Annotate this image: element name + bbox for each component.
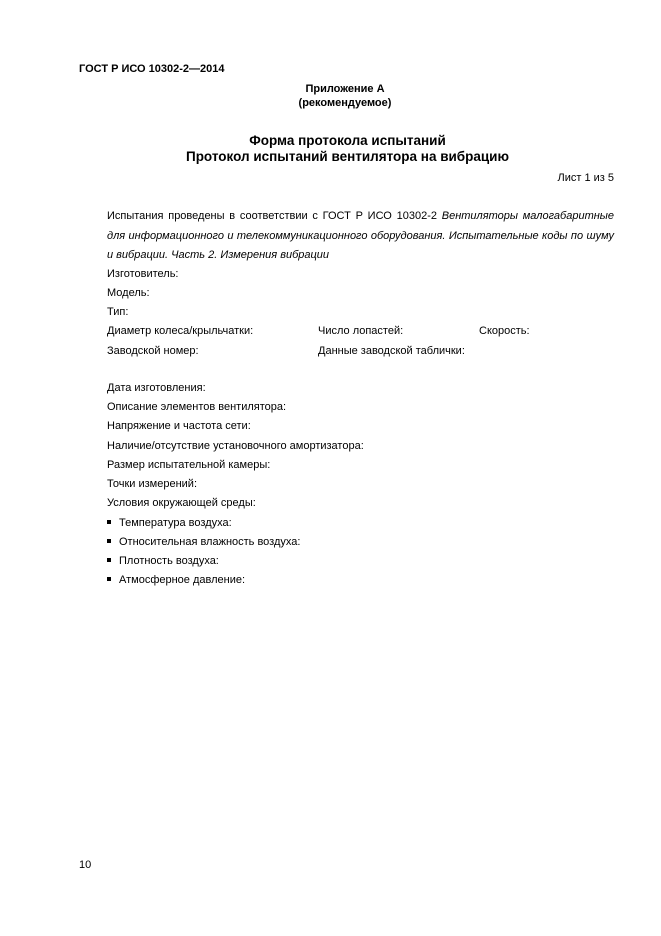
standard-header: ГОСТ Р ИСО 10302-2—2014 <box>79 63 225 75</box>
field-impeller-diameter: Диаметр колеса/крыльчатки: <box>107 325 254 337</box>
field-blade-count: Число лопастей: <box>318 325 404 337</box>
bullet-icon <box>107 577 111 581</box>
bullet-icon <box>107 539 111 543</box>
field-speed: Скорость: <box>479 325 530 337</box>
field-mount-absorber: Наличие/отсутствие установочного амортизатора: <box>107 440 364 452</box>
bullet-icon <box>107 520 111 524</box>
list-item <box>107 574 245 586</box>
list-item <box>107 517 232 529</box>
intro-lead: Испытания проведены в соответствии с ГОСТ Р ИСО 10302-2 <box>107 210 442 222</box>
field-environment: Условия окружающей среды: <box>107 497 256 509</box>
field-chamber-size: Размер испытательной камеры: <box>107 459 271 471</box>
field-serial-number: Заводской номер: <box>107 345 199 357</box>
annex-title: Приложение А <box>305 83 385 95</box>
field-model: Модель: <box>107 287 150 299</box>
field-type: Тип: <box>107 306 129 318</box>
field-nameplate-data: Данные заводской таблички: <box>318 345 465 357</box>
list-item <box>107 536 300 548</box>
intro-reference: Вентиляторы малогабаритные для информационного и телекоммуникационного оборудования. Испытательные коды по шуму и вибрации. Часть 2. Измерения вибрации <box>107 210 614 261</box>
list-item-label: Температура воздуха: <box>119 517 232 529</box>
field-voltage-frequency: Напряжение и частота сети: <box>107 420 251 432</box>
field-fan-elements: Описание элементов вентилятора: <box>107 401 287 413</box>
field-manufacturer: Изготовитель: <box>107 268 179 280</box>
form-subtitle: Протокол испытаний вентилятора на вибрацию <box>185 149 510 164</box>
intro-paragraph <box>107 207 614 266</box>
list-item-label: Плотность воздуха: <box>119 555 219 567</box>
annex-status: (рекомендуемое) <box>298 97 392 109</box>
list-item <box>107 555 219 567</box>
page-number: 10 <box>79 859 92 871</box>
list-item-label: Атмосферное давление: <box>119 574 246 586</box>
bullet-icon <box>107 558 111 562</box>
list-item-label: Относительная влажность воздуха: <box>119 536 301 548</box>
field-measurement-points: Точки измерений: <box>107 478 198 490</box>
field-manufacture-date: Дата изготовления: <box>107 382 206 394</box>
form-title: Форма протокола испытаний <box>249 133 446 148</box>
sheet-counter: Лист 1 из 5 <box>557 172 614 184</box>
